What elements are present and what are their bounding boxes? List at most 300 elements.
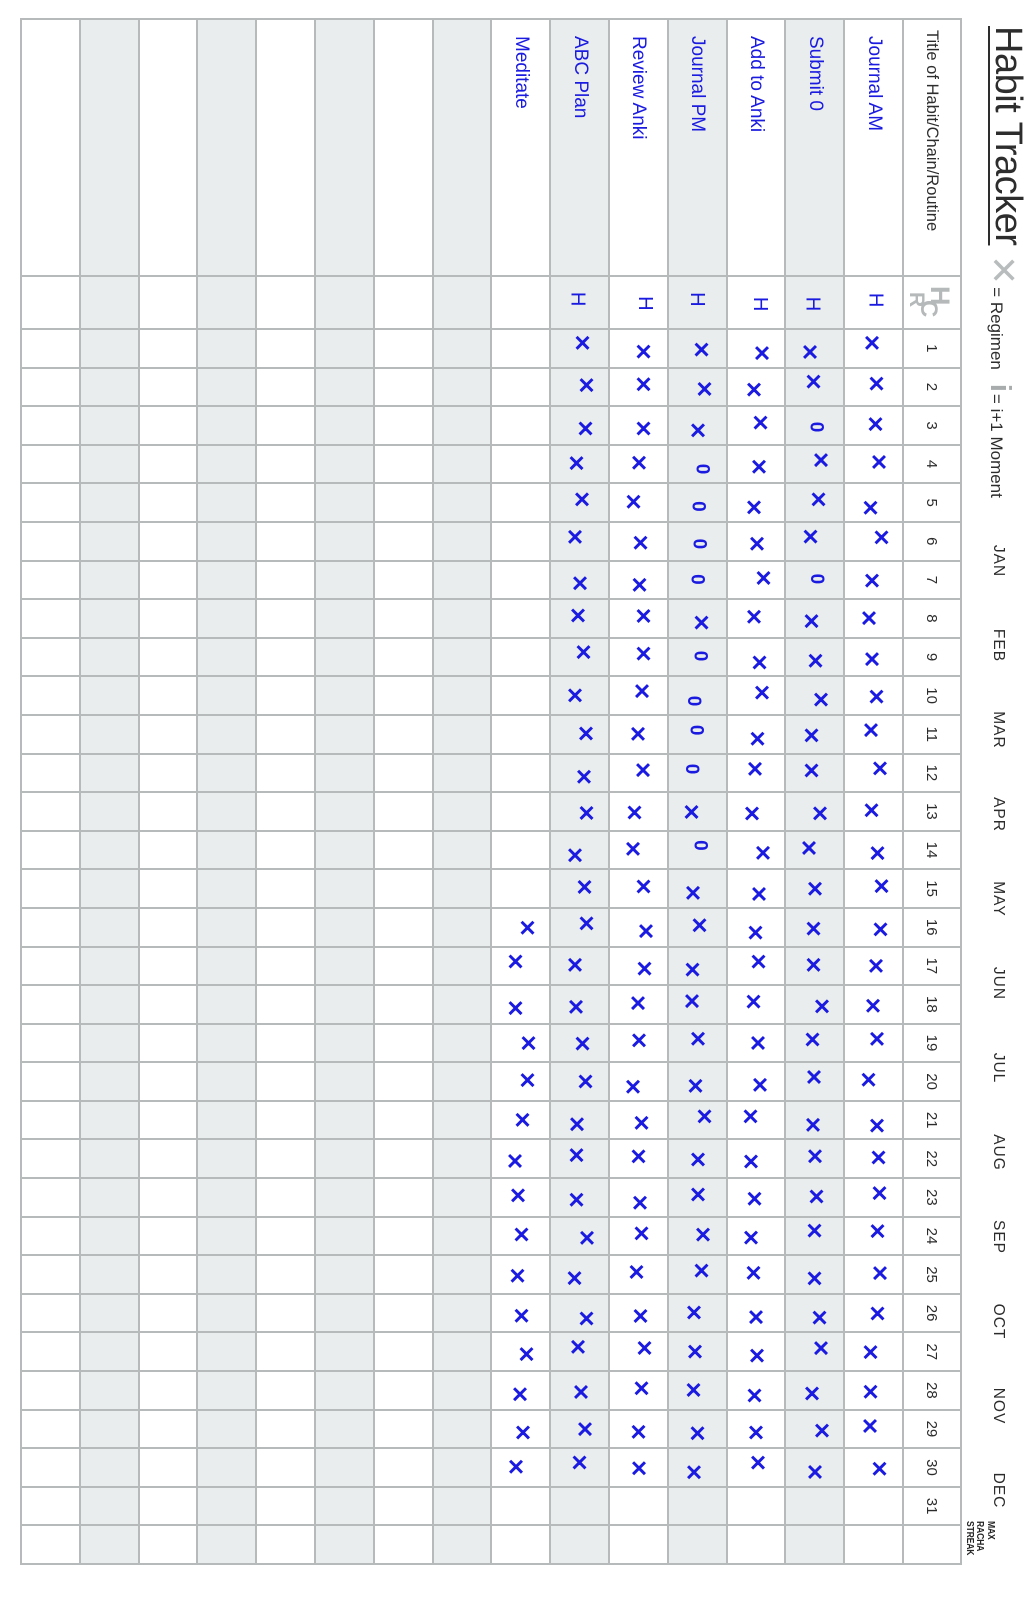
day-cell[interactable] bbox=[257, 1179, 314, 1216]
day-cell[interactable] bbox=[375, 1179, 432, 1216]
day-cell[interactable] bbox=[492, 1218, 549, 1255]
day-cell[interactable] bbox=[198, 1256, 255, 1293]
day-cell[interactable] bbox=[198, 755, 255, 792]
day-cell[interactable] bbox=[610, 369, 667, 406]
day-cell[interactable] bbox=[257, 1063, 314, 1100]
day-cell[interactable] bbox=[786, 1102, 843, 1139]
day-cell[interactable] bbox=[81, 600, 138, 637]
day-cell[interactable] bbox=[669, 1333, 726, 1370]
day-cell[interactable] bbox=[786, 523, 843, 560]
day-cell[interactable] bbox=[140, 639, 197, 676]
day-cell[interactable] bbox=[610, 793, 667, 830]
day-cell[interactable] bbox=[845, 870, 902, 907]
day-cell[interactable] bbox=[845, 562, 902, 599]
day-cell[interactable] bbox=[786, 1295, 843, 1332]
day-cell[interactable] bbox=[845, 446, 902, 483]
day-cell[interactable] bbox=[434, 1256, 491, 1293]
day-cell[interactable] bbox=[786, 330, 843, 367]
day-cell[interactable] bbox=[81, 1372, 138, 1409]
day-cell[interactable] bbox=[81, 1256, 138, 1293]
habit-name-cell[interactable] bbox=[81, 20, 138, 275]
day-cell[interactable] bbox=[728, 600, 785, 637]
day-cell[interactable] bbox=[22, 1218, 79, 1255]
day-cell[interactable] bbox=[257, 369, 314, 406]
day-cell[interactable] bbox=[22, 484, 79, 521]
day-cell[interactable] bbox=[786, 1140, 843, 1177]
day-cell[interactable] bbox=[434, 1063, 491, 1100]
day-cell[interactable] bbox=[375, 523, 432, 560]
day-cell[interactable] bbox=[434, 1333, 491, 1370]
day-cell[interactable] bbox=[728, 1411, 785, 1448]
day-cell[interactable] bbox=[316, 1295, 373, 1332]
day-cell[interactable] bbox=[22, 562, 79, 599]
day-cell[interactable] bbox=[551, 755, 608, 792]
habit-name-cell[interactable] bbox=[610, 20, 667, 275]
day-cell[interactable] bbox=[669, 1063, 726, 1100]
day-cell[interactable] bbox=[22, 793, 79, 830]
day-cell[interactable] bbox=[375, 1140, 432, 1177]
day-cell[interactable] bbox=[551, 1063, 608, 1100]
day-cell[interactable] bbox=[728, 484, 785, 521]
day-cell[interactable] bbox=[198, 1333, 255, 1370]
day-cell[interactable] bbox=[669, 870, 726, 907]
day-cell[interactable] bbox=[81, 484, 138, 521]
day-cell[interactable] bbox=[375, 1063, 432, 1100]
day-cell[interactable] bbox=[375, 1411, 432, 1448]
day-cell[interactable] bbox=[551, 832, 608, 869]
habit-name-cell[interactable] bbox=[492, 20, 549, 275]
day-cell[interactable] bbox=[492, 523, 549, 560]
streak-cell[interactable] bbox=[198, 1526, 255, 1563]
day-cell[interactable] bbox=[81, 677, 138, 714]
day-cell[interactable] bbox=[316, 484, 373, 521]
day-cell[interactable] bbox=[610, 407, 667, 444]
day-cell[interactable] bbox=[492, 1179, 549, 1216]
day-cell[interactable] bbox=[786, 1063, 843, 1100]
day-cell[interactable] bbox=[551, 639, 608, 676]
day-cell[interactable] bbox=[551, 1102, 608, 1139]
day-cell[interactable] bbox=[669, 1102, 726, 1139]
streak-cell[interactable] bbox=[610, 1526, 667, 1563]
day-cell[interactable] bbox=[786, 870, 843, 907]
day-cell[interactable] bbox=[492, 446, 549, 483]
streak-cell[interactable] bbox=[434, 1526, 491, 1563]
day-cell[interactable] bbox=[610, 562, 667, 599]
day-cell[interactable] bbox=[375, 600, 432, 637]
day-cell[interactable] bbox=[316, 755, 373, 792]
day-cell[interactable] bbox=[81, 1333, 138, 1370]
day-cell[interactable] bbox=[845, 1179, 902, 1216]
day-cell[interactable] bbox=[492, 716, 549, 753]
day-cell[interactable] bbox=[375, 1449, 432, 1486]
streak-cell[interactable] bbox=[22, 1526, 79, 1563]
day-cell[interactable] bbox=[845, 1218, 902, 1255]
day-cell[interactable] bbox=[845, 1102, 902, 1139]
day-cell[interactable] bbox=[316, 986, 373, 1023]
day-cell[interactable] bbox=[610, 909, 667, 946]
day-cell[interactable] bbox=[81, 639, 138, 676]
day-cell[interactable] bbox=[198, 948, 255, 985]
day-cell[interactable] bbox=[198, 1411, 255, 1448]
day-cell[interactable] bbox=[434, 870, 491, 907]
day-cell[interactable] bbox=[316, 523, 373, 560]
day-cell[interactable] bbox=[22, 600, 79, 637]
day-cell[interactable] bbox=[551, 407, 608, 444]
day-cell[interactable] bbox=[492, 484, 549, 521]
day-cell[interactable] bbox=[610, 832, 667, 869]
day-cell[interactable] bbox=[434, 330, 491, 367]
day-cell[interactable] bbox=[669, 523, 726, 560]
day-cell[interactable] bbox=[845, 793, 902, 830]
day-cell[interactable] bbox=[316, 832, 373, 869]
day-cell[interactable] bbox=[786, 1449, 843, 1486]
day-cell[interactable] bbox=[845, 484, 902, 521]
day-cell[interactable] bbox=[140, 600, 197, 637]
day-cell[interactable] bbox=[610, 484, 667, 521]
day-cell[interactable] bbox=[434, 832, 491, 869]
day-cell[interactable] bbox=[22, 832, 79, 869]
day-cell[interactable] bbox=[198, 1025, 255, 1062]
day-cell[interactable] bbox=[257, 446, 314, 483]
day-cell[interactable] bbox=[81, 986, 138, 1023]
day-cell[interactable] bbox=[198, 484, 255, 521]
day-cell[interactable] bbox=[551, 793, 608, 830]
day-cell[interactable] bbox=[551, 1411, 608, 1448]
day-cell[interactable] bbox=[845, 1372, 902, 1409]
day-cell[interactable] bbox=[198, 716, 255, 753]
day-cell[interactable] bbox=[434, 755, 491, 792]
day-cell[interactable] bbox=[610, 1218, 667, 1255]
day-cell[interactable] bbox=[610, 446, 667, 483]
day-cell[interactable] bbox=[140, 562, 197, 599]
day-cell[interactable] bbox=[845, 1411, 902, 1448]
day-cell[interactable] bbox=[492, 1140, 549, 1177]
day-cell[interactable] bbox=[786, 948, 843, 985]
day-cell[interactable] bbox=[492, 1102, 549, 1139]
day-cell[interactable] bbox=[669, 716, 726, 753]
day-cell[interactable] bbox=[669, 677, 726, 714]
day-cell[interactable] bbox=[551, 1218, 608, 1255]
day-cell[interactable] bbox=[198, 1179, 255, 1216]
day-cell[interactable] bbox=[845, 1333, 902, 1370]
day-cell[interactable] bbox=[786, 446, 843, 483]
habit-name-cell[interactable] bbox=[198, 20, 255, 275]
day-cell[interactable] bbox=[375, 1488, 432, 1525]
day-cell[interactable] bbox=[257, 639, 314, 676]
day-cell[interactable] bbox=[551, 1372, 608, 1409]
day-cell[interactable] bbox=[610, 1295, 667, 1332]
streak-cell[interactable] bbox=[257, 1526, 314, 1563]
day-cell[interactable] bbox=[257, 986, 314, 1023]
day-cell[interactable] bbox=[140, 948, 197, 985]
day-cell[interactable] bbox=[81, 909, 138, 946]
day-cell[interactable] bbox=[669, 407, 726, 444]
day-cell[interactable] bbox=[140, 523, 197, 560]
day-cell[interactable] bbox=[257, 909, 314, 946]
day-cell[interactable] bbox=[551, 330, 608, 367]
day-cell[interactable] bbox=[375, 1295, 432, 1332]
day-cell[interactable] bbox=[845, 1449, 902, 1486]
day-cell[interactable] bbox=[492, 407, 549, 444]
day-cell[interactable] bbox=[492, 1333, 549, 1370]
day-cell[interactable] bbox=[728, 909, 785, 946]
day-cell[interactable] bbox=[140, 1256, 197, 1293]
day-cell[interactable] bbox=[669, 832, 726, 869]
streak-cell[interactable] bbox=[140, 1526, 197, 1563]
day-cell[interactable] bbox=[140, 1025, 197, 1062]
day-cell[interactable] bbox=[375, 369, 432, 406]
hcr-cell[interactable] bbox=[845, 277, 902, 328]
day-cell[interactable] bbox=[492, 562, 549, 599]
day-cell[interactable] bbox=[81, 369, 138, 406]
day-cell[interactable] bbox=[257, 1295, 314, 1332]
day-cell[interactable] bbox=[198, 1488, 255, 1525]
day-cell[interactable] bbox=[845, 677, 902, 714]
day-cell[interactable] bbox=[845, 330, 902, 367]
day-cell[interactable] bbox=[22, 677, 79, 714]
day-cell[interactable] bbox=[22, 407, 79, 444]
day-cell[interactable] bbox=[728, 369, 785, 406]
day-cell[interactable] bbox=[786, 600, 843, 637]
day-cell[interactable] bbox=[434, 600, 491, 637]
day-cell[interactable] bbox=[551, 1295, 608, 1332]
streak-cell[interactable] bbox=[316, 1526, 373, 1563]
day-cell[interactable] bbox=[22, 1372, 79, 1409]
day-cell[interactable] bbox=[786, 407, 843, 444]
day-cell[interactable] bbox=[669, 600, 726, 637]
day-cell[interactable] bbox=[845, 407, 902, 444]
hcr-cell[interactable] bbox=[81, 277, 138, 328]
day-cell[interactable] bbox=[728, 948, 785, 985]
day-cell[interactable] bbox=[728, 446, 785, 483]
day-cell[interactable] bbox=[492, 1063, 549, 1100]
habit-name-cell[interactable] bbox=[22, 20, 79, 275]
day-cell[interactable] bbox=[492, 755, 549, 792]
day-cell[interactable] bbox=[669, 793, 726, 830]
streak-cell[interactable] bbox=[669, 1526, 726, 1563]
hcr-cell[interactable] bbox=[198, 277, 255, 328]
hcr-cell[interactable] bbox=[728, 277, 785, 328]
streak-cell[interactable] bbox=[728, 1526, 785, 1563]
day-cell[interactable] bbox=[257, 1333, 314, 1370]
day-cell[interactable] bbox=[845, 1140, 902, 1177]
day-cell[interactable] bbox=[140, 1218, 197, 1255]
day-cell[interactable] bbox=[81, 330, 138, 367]
day-cell[interactable] bbox=[316, 1449, 373, 1486]
day-cell[interactable] bbox=[551, 1333, 608, 1370]
day-cell[interactable] bbox=[492, 330, 549, 367]
day-cell[interactable] bbox=[140, 484, 197, 521]
day-cell[interactable] bbox=[22, 986, 79, 1023]
day-cell[interactable] bbox=[22, 1333, 79, 1370]
day-cell[interactable] bbox=[22, 1179, 79, 1216]
day-cell[interactable] bbox=[728, 832, 785, 869]
day-cell[interactable] bbox=[551, 1179, 608, 1216]
day-cell[interactable] bbox=[316, 1063, 373, 1100]
day-cell[interactable] bbox=[257, 677, 314, 714]
day-cell[interactable] bbox=[610, 1411, 667, 1448]
day-cell[interactable] bbox=[728, 1372, 785, 1409]
day-cell[interactable] bbox=[669, 1256, 726, 1293]
day-cell[interactable] bbox=[198, 1063, 255, 1100]
day-cell[interactable] bbox=[316, 1140, 373, 1177]
day-cell[interactable] bbox=[492, 870, 549, 907]
hcr-cell[interactable] bbox=[786, 277, 843, 328]
day-cell[interactable] bbox=[551, 446, 608, 483]
day-cell[interactable] bbox=[375, 330, 432, 367]
day-cell[interactable] bbox=[22, 1102, 79, 1139]
day-cell[interactable] bbox=[492, 948, 549, 985]
day-cell[interactable] bbox=[728, 870, 785, 907]
day-cell[interactable] bbox=[551, 1025, 608, 1062]
day-cell[interactable] bbox=[140, 909, 197, 946]
day-cell[interactable] bbox=[610, 1025, 667, 1062]
day-cell[interactable] bbox=[198, 600, 255, 637]
day-cell[interactable] bbox=[728, 639, 785, 676]
day-cell[interactable] bbox=[728, 1063, 785, 1100]
day-cell[interactable] bbox=[375, 484, 432, 521]
day-cell[interactable] bbox=[610, 523, 667, 560]
day-cell[interactable] bbox=[140, 1372, 197, 1409]
day-cell[interactable] bbox=[845, 1063, 902, 1100]
day-cell[interactable] bbox=[257, 832, 314, 869]
hcr-cell[interactable] bbox=[375, 277, 432, 328]
day-cell[interactable] bbox=[316, 330, 373, 367]
day-cell[interactable] bbox=[669, 1025, 726, 1062]
day-cell[interactable] bbox=[434, 1179, 491, 1216]
day-cell[interactable] bbox=[81, 716, 138, 753]
day-cell[interactable] bbox=[257, 407, 314, 444]
day-cell[interactable] bbox=[845, 909, 902, 946]
day-cell[interactable] bbox=[551, 1488, 608, 1525]
habit-name-cell[interactable] bbox=[375, 20, 432, 275]
day-cell[interactable] bbox=[786, 1411, 843, 1448]
day-cell[interactable] bbox=[81, 1295, 138, 1332]
day-cell[interactable] bbox=[257, 523, 314, 560]
day-cell[interactable] bbox=[610, 639, 667, 676]
day-cell[interactable] bbox=[22, 1449, 79, 1486]
day-cell[interactable] bbox=[610, 600, 667, 637]
day-cell[interactable] bbox=[786, 484, 843, 521]
day-cell[interactable] bbox=[257, 1025, 314, 1062]
day-cell[interactable] bbox=[845, 1025, 902, 1062]
day-cell[interactable] bbox=[375, 870, 432, 907]
hcr-cell[interactable] bbox=[316, 277, 373, 328]
day-cell[interactable] bbox=[669, 446, 726, 483]
day-cell[interactable] bbox=[786, 1333, 843, 1370]
streak-cell[interactable] bbox=[375, 1526, 432, 1563]
day-cell[interactable] bbox=[434, 484, 491, 521]
day-cell[interactable] bbox=[257, 1256, 314, 1293]
day-cell[interactable] bbox=[786, 909, 843, 946]
day-cell[interactable] bbox=[434, 446, 491, 483]
day-cell[interactable] bbox=[786, 1179, 843, 1216]
habit-name-cell[interactable] bbox=[257, 20, 314, 275]
day-cell[interactable] bbox=[610, 716, 667, 753]
day-cell[interactable] bbox=[786, 562, 843, 599]
day-cell[interactable] bbox=[81, 407, 138, 444]
day-cell[interactable] bbox=[669, 948, 726, 985]
day-cell[interactable] bbox=[492, 1411, 549, 1448]
day-cell[interactable] bbox=[22, 1256, 79, 1293]
day-cell[interactable] bbox=[434, 562, 491, 599]
day-cell[interactable] bbox=[492, 1295, 549, 1332]
day-cell[interactable] bbox=[316, 870, 373, 907]
day-cell[interactable] bbox=[81, 832, 138, 869]
day-cell[interactable] bbox=[257, 870, 314, 907]
day-cell[interactable] bbox=[140, 870, 197, 907]
day-cell[interactable] bbox=[610, 1179, 667, 1216]
day-cell[interactable] bbox=[492, 986, 549, 1023]
day-cell[interactable] bbox=[492, 1256, 549, 1293]
day-cell[interactable] bbox=[610, 870, 667, 907]
day-cell[interactable] bbox=[140, 446, 197, 483]
day-cell[interactable] bbox=[551, 369, 608, 406]
day-cell[interactable] bbox=[434, 407, 491, 444]
day-cell[interactable] bbox=[375, 1372, 432, 1409]
day-cell[interactable] bbox=[375, 677, 432, 714]
day-cell[interactable] bbox=[375, 1333, 432, 1370]
day-cell[interactable] bbox=[434, 639, 491, 676]
day-cell[interactable] bbox=[434, 948, 491, 985]
day-cell[interactable] bbox=[492, 832, 549, 869]
day-cell[interactable] bbox=[845, 986, 902, 1023]
day-cell[interactable] bbox=[786, 639, 843, 676]
day-cell[interactable] bbox=[669, 1140, 726, 1177]
day-cell[interactable] bbox=[669, 330, 726, 367]
day-cell[interactable] bbox=[492, 600, 549, 637]
day-cell[interactable] bbox=[551, 677, 608, 714]
day-cell[interactable] bbox=[22, 1025, 79, 1062]
day-cell[interactable] bbox=[198, 639, 255, 676]
day-cell[interactable] bbox=[551, 909, 608, 946]
day-cell[interactable] bbox=[316, 909, 373, 946]
day-cell[interactable] bbox=[434, 716, 491, 753]
day-cell[interactable] bbox=[316, 793, 373, 830]
day-cell[interactable] bbox=[316, 1218, 373, 1255]
day-cell[interactable] bbox=[434, 523, 491, 560]
day-cell[interactable] bbox=[140, 407, 197, 444]
day-cell[interactable] bbox=[198, 407, 255, 444]
day-cell[interactable] bbox=[610, 677, 667, 714]
day-cell[interactable] bbox=[551, 1140, 608, 1177]
day-cell[interactable] bbox=[845, 1295, 902, 1332]
day-cell[interactable] bbox=[316, 1411, 373, 1448]
day-cell[interactable] bbox=[786, 1256, 843, 1293]
day-cell[interactable] bbox=[610, 986, 667, 1023]
day-cell[interactable] bbox=[22, 909, 79, 946]
day-cell[interactable] bbox=[198, 330, 255, 367]
day-cell[interactable] bbox=[786, 716, 843, 753]
day-cell[interactable] bbox=[610, 755, 667, 792]
habit-name-cell[interactable] bbox=[845, 20, 902, 275]
day-cell[interactable] bbox=[81, 1102, 138, 1139]
day-cell[interactable] bbox=[610, 1372, 667, 1409]
day-cell[interactable] bbox=[140, 1449, 197, 1486]
day-cell[interactable] bbox=[257, 793, 314, 830]
day-cell[interactable] bbox=[81, 1140, 138, 1177]
day-cell[interactable] bbox=[610, 1488, 667, 1525]
day-cell[interactable] bbox=[669, 909, 726, 946]
day-cell[interactable] bbox=[22, 369, 79, 406]
day-cell[interactable] bbox=[81, 1025, 138, 1062]
hcr-cell[interactable] bbox=[669, 277, 726, 328]
day-cell[interactable] bbox=[610, 1333, 667, 1370]
day-cell[interactable] bbox=[786, 1025, 843, 1062]
day-cell[interactable] bbox=[728, 716, 785, 753]
day-cell[interactable] bbox=[316, 562, 373, 599]
day-cell[interactable] bbox=[198, 832, 255, 869]
